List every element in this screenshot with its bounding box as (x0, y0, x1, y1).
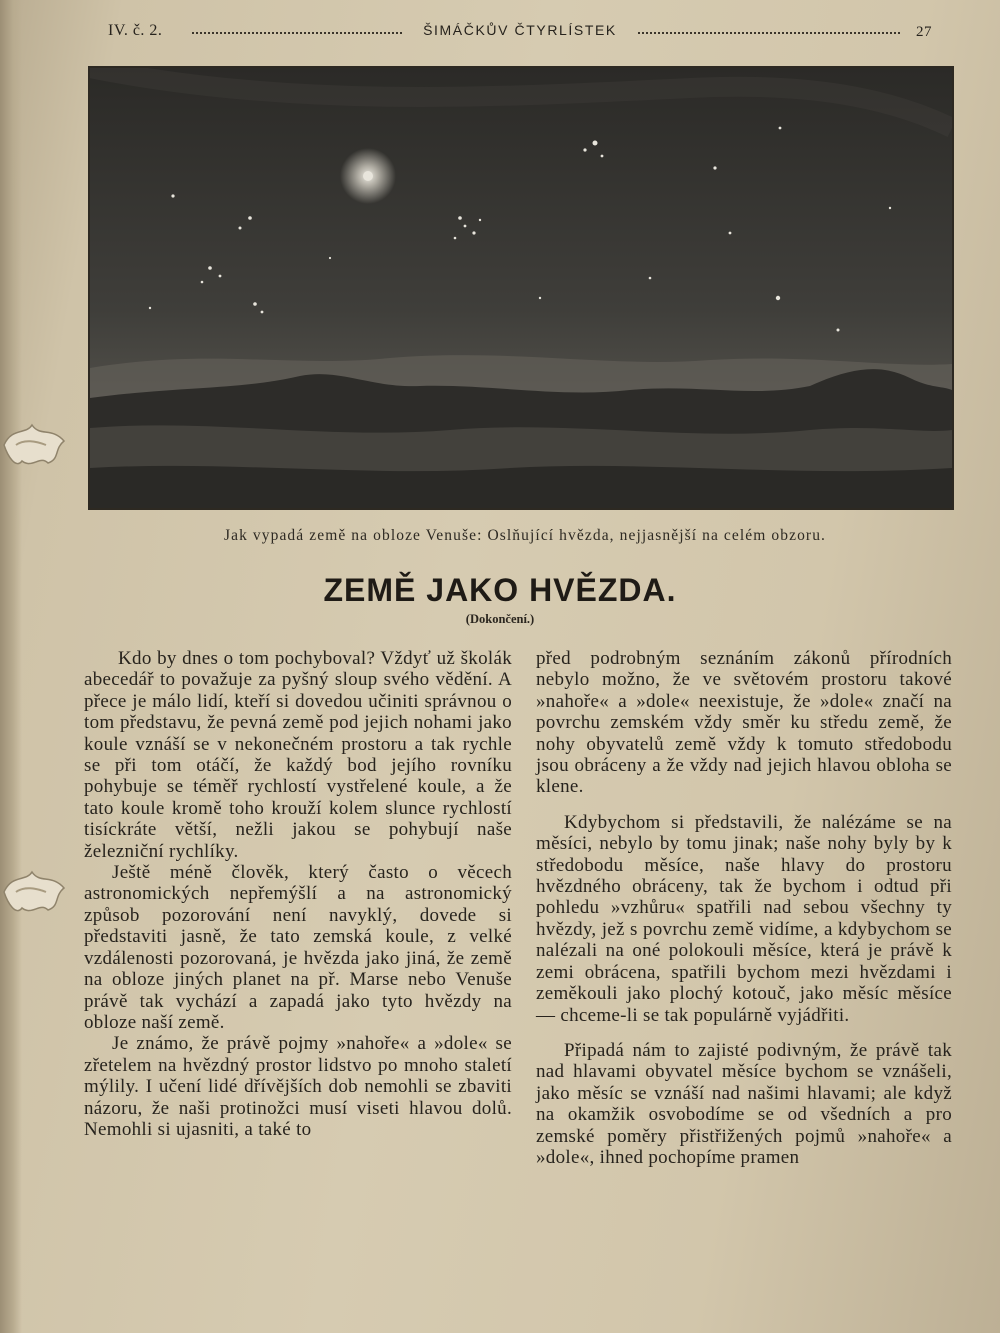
illustration-caption: Jak vypadá země na obloze Venuše: Oslňující hvězda, nejjasnější na celém obzoru. (223, 527, 827, 544)
article-title: ZEMĚ JAKO HVĚZDA. (323, 572, 677, 608)
article-subtitle: (Dokončení.) (465, 612, 535, 626)
article-column-left (84, 648, 512, 1140)
paragraph: Je známo, že právě pojmy »nahoře« a »dole« se zřetelem na hvězdný prostor lidstvo po mnoho staletí mýlily. I učení lidé dřívějších dob nemohli se zbaviti názoru, že naši protinožci musí viseti hlavou dolů. Nemohli si ujasniti, a také to (84, 1033, 512, 1140)
paragraph: Ještě méně člověk, který často o věcech astronomických nepřemýšlí a na astronomický způsob pozorování není navyklý, dovede si představiti jasně, že tato zemská koule, z velké vzdálenosti pozorovaná, je hvězda jako jiná, že země na obloze jiných planet na př. Marse nebo Venuše právě tak vychází a zapadá jako tyto hvězdy na obloze naší země. (84, 862, 512, 1033)
paragraph: Kdo by dnes o tom pochyboval? Vždyť už školák abecedář to považuje za pyšný sloup svého vědění. A přece je málo lidí, kteří si dovedou učiniti správnou o tom představu, že pevná země pod jejich nohami jako koule vznáší se v nekonečném prostoru a tak rychle se při tom otáčí, že každý bod jejího rovníku pohybuje se téměř rychlostí vystřelené koule, a že tato koule kromě toho krouží kolem slunce rychlostí tisíckráte větší, nežli jakou se pohybují naše železniční rychlíky. (84, 648, 512, 862)
paragraph: Kdybychom si představili, že nalézáme se na měsíci, nebylo by tomu jinak; naše nohy byly by k středobodu měsíce, naše hlavy do prostoru hvězdného obráceny, tak že bychom i odtud při pohledu »vzhůru« spatřili nad sebou všechny ty hvězdy, jež s povrchu země vidíme, a kdybychom se nalézali na oné polokouli měsíce, která je právě k zemi obrácena, spatřili bychom mezi hvězdami i zeměkouli jako plochý kotouč, jako měsíc měsíce — chceme-li se tak populárně vyjádřiti. (536, 811, 952, 1026)
magazine-title: ŠIMÁČKŮV ČTYRLÍSTEK (423, 22, 617, 38)
article-column-right (536, 648, 952, 1168)
running-header (100, 22, 940, 44)
binding-hole-lower (2, 862, 68, 922)
page-spine-shadow (0, 0, 22, 1333)
night-sky-illustration (88, 66, 954, 510)
paragraph: Připadá nám to zajisté podivným, že právě tak nad hlavami obyvatel měsíce bychom se vznášeli, jako měsíc se vznáší nad našimi hlavami; ale když na okamžik osvobodíme se od všedních a pro zemské poměry přistřižených pojmů »nahoře« a »dole«, ihned pochopíme pramen (536, 1039, 952, 1168)
page-number: 27 (916, 24, 932, 40)
issue-label: IV. č. 2. (108, 22, 163, 39)
binding-hole-upper (2, 415, 68, 475)
paragraph: před podrobným seznáním zákonů přírodních nebylo možno, že ve světovém prostoru takové »nahoře« a »dole« neexistuje, že »dole« značí na povrchu zemském vždy směr ku středu země, že nohy obyvatelů země vždy k tomuto středobodu jsou obráceny a že vždy nad jejich hlavou obloha se klene. (536, 648, 952, 798)
header-dotted-rule-right (638, 32, 900, 36)
